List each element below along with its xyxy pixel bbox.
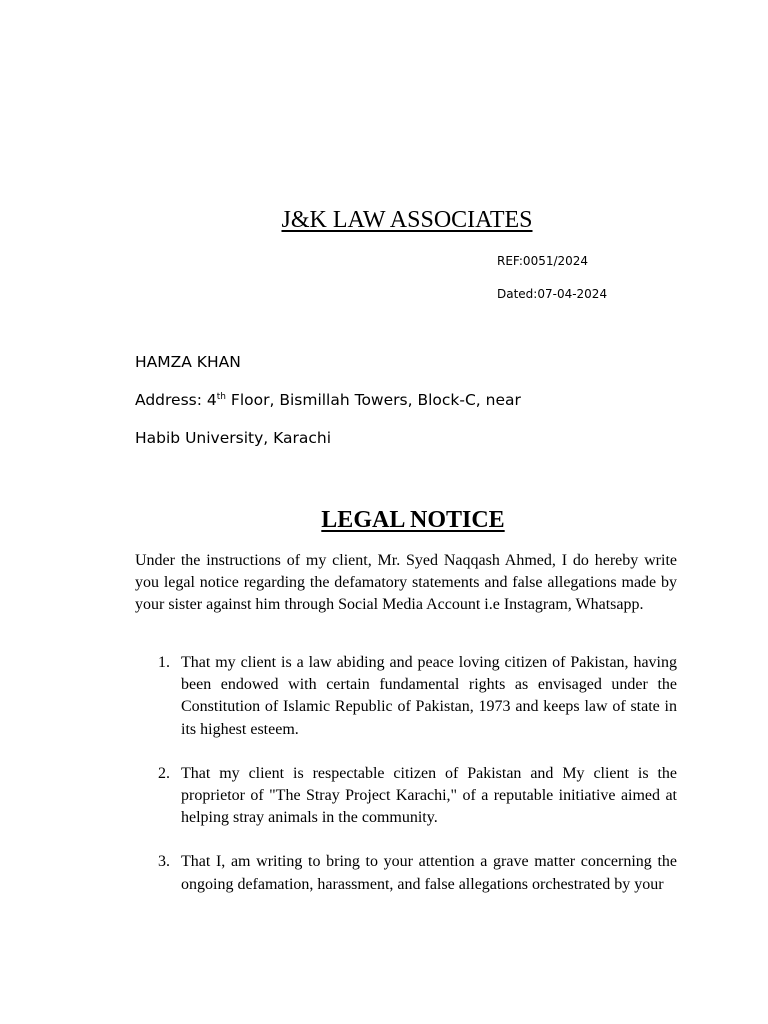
- point-number: 2.: [158, 764, 170, 782]
- address-rest: Floor, Bismillah Towers, Block-C, near: [225, 391, 521, 409]
- point-number: 3.: [158, 853, 170, 871]
- point-text: That my client is a law abiding and peace loving citizen of Pakistan, having been endowed with certain fundamental rights as envisaged under the Constitution of Islamic Republic of Pakistan, 1973 and keeps law of state in its highest esteem.: [181, 654, 677, 738]
- address-prefix: Address: 4: [135, 391, 217, 409]
- recipient-address-line-2: Habib University, Karachi: [135, 429, 332, 447]
- notice-point: [135, 851, 677, 895]
- notice-points-list: [135, 652, 677, 918]
- recipient-address-line-1: [135, 389, 521, 411]
- recipient-name: HAMZA KHAN: [135, 353, 241, 371]
- notice-title: LEGAL NOTICE: [321, 507, 505, 533]
- point-text: That my client is respectable citizen of Pakistan and My client is the proprietor of "The Stray Project Karachi," of a reputable initiative aimed at helping stray animals in the community.: [181, 764, 677, 827]
- point-text: That I, am writing to bring to your attention a grave matter concerning the ongoing defamation, harassment, and false allegations orchestrated by your: [181, 853, 677, 893]
- notice-intro-paragraph: Under the instructions of my client, Mr. Syed Naqqash Ahmed, I do hereby write you legal notice regarding the defamatory statements and false allegations made by your sister against him through Social Media Account i.e Instagram, Whatsapp.: [135, 552, 677, 614]
- notice-point: [135, 652, 677, 741]
- reference-number: REF:0051/2024: [497, 254, 589, 268]
- address-ordinal-suffix: th: [216, 391, 226, 402]
- firm-name-heading: J&K LAW ASSOCIATES: [281, 207, 533, 233]
- notice-point: [135, 763, 677, 830]
- letter-date: Dated:07-04-2024: [497, 287, 608, 301]
- point-number: 1.: [158, 654, 170, 671]
